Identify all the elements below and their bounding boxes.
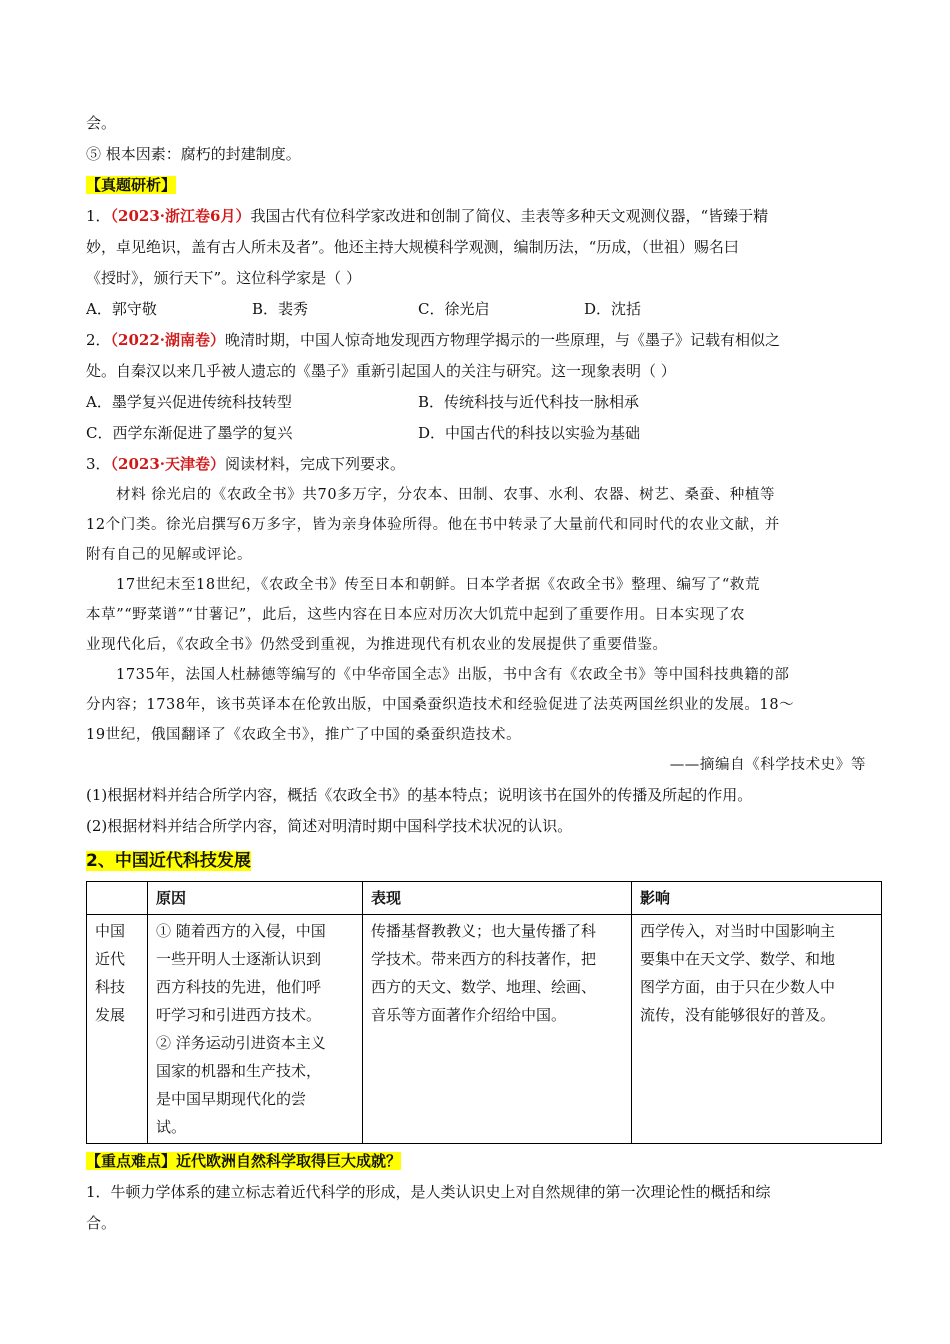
final-line-2: 合。	[86, 1214, 117, 1232]
material-p3-a: 1735年，法国人杜赫德等编写的《中华帝国全志》出版，书中含有《农政全书》等中国科技典籍的部	[116, 667, 790, 683]
material-p1-a: 材料 徐光启的《农政全书》共70多万字，分农本、田制、农事、水利、农器、树艺、桑蚕、种植等	[116, 487, 776, 503]
q2-source: （2022·湖南卷）	[110, 331, 226, 349]
modern-tech-table	[86, 881, 882, 1144]
q1-line-c: 《授时》，颁行天下”。这位科学家是（ ）	[86, 269, 361, 287]
intro-line-2: ⑤ 根本因素：腐朽的封建制度。	[86, 145, 301, 163]
q1-line-b: 妙，卓见绝识，盖有古人所未及者”。他还主持大规模科学观测，编制历法，“历成，（世祖）赐名曰	[86, 238, 739, 256]
header-performance: 表现	[363, 882, 632, 915]
material-p1-b: 12个门类。徐光启撰写6万多字，皆为亲身体验所得。他在书中转录了大量前代和同时代的农业文献，并	[86, 517, 780, 533]
table-row	[87, 915, 882, 1144]
table-header-row	[87, 882, 882, 915]
q2-option-c[interactable]: C．西学东渐促进了墨学的复兴	[86, 424, 293, 442]
document-page	[86, 108, 866, 1239]
final-line-1: 1．牛顿力学体系的建立标志着近代科学的形成，是人类认识史上对自然规律的第一次理论性的概括和综	[86, 1183, 771, 1201]
q2-option-a[interactable]: A．墨学复兴促进传统科技转型	[86, 393, 292, 411]
material-p3-b: 分内容；1738年，该书英译本在伦敦出版，中国桑蚕织造技术和经验促进了法英两国丝织业的发展。18～	[86, 697, 795, 713]
q3-line: 3．（2023·天津卷）阅读材料，完成下列要求。	[86, 455, 406, 473]
q1-options	[86, 294, 866, 325]
impact-cell: 西学传入，对当时中国影响主 要集中在天文学、数学、和地 图学方面，由于只在少数人中 流传，没有能够很好的普及。	[632, 915, 882, 1144]
material-p1-c: 附有自己的见解或评论。	[86, 547, 253, 563]
q3-material	[86, 480, 866, 780]
material-citation: ——摘编自《科学技术史》等	[669, 757, 866, 773]
material-p3-c: 19世纪，俄国翻译了《农政全书》，推广了中国的桑蚕织造技术。	[86, 727, 522, 743]
header-impact: 影响	[632, 882, 882, 915]
q2-line-b: 处。自秦汉以来几乎被人遗忘的《墨子》重新引起国人的关注与研究。这一现象表明（ ）	[86, 362, 676, 380]
material-p2-a: 17世纪末至18世纪，《农政全书》传至日本和朝鲜。日本学者据《农政全书》整理、编写了“救荒	[116, 577, 761, 593]
material-p2-b: 本草”“野菜谱”“甘薯记”，此后，这些内容在日本应对历次大饥荒中起到了重要作用。日本实现了农	[86, 607, 746, 623]
research-header: 【真题研析】	[86, 176, 177, 194]
key-point: 【重点难点】近代欧洲自然科学取得巨大成就？	[86, 1152, 402, 1170]
q3-requirement-2: (2)根据材料并结合所学内容，简述对明清时期中国科学技术状况的认识。	[86, 817, 573, 835]
section-title: 2、中国近代科技发展	[86, 851, 251, 871]
q1-option-c[interactable]: C．徐光启	[418, 300, 490, 318]
q2-line-a: 2．（2022·湖南卷）晚清时期，中国人惊奇地发现西方物理学揭示的一些原理，与《墨子》记载有相似之	[86, 331, 781, 349]
q1-source: （2023·浙江卷6月）	[110, 207, 251, 225]
header-empty	[87, 882, 148, 915]
header-cause: 原因	[148, 882, 363, 915]
performance-cell: 传播基督教教义；也大量传播了科 学技术。带来西方的科技著作，把 西方的天文、数学、地理、绘画、 音乐等方面著作介绍给中国。	[363, 915, 632, 1144]
q1-option-b[interactable]: B．裴秀	[252, 300, 309, 318]
q1-line-a: 1．（2023·浙江卷6月）我国古代有位科学家改进和创制了简仪、圭表等多种天文观测仪器，“皆臻于精	[86, 207, 769, 225]
q2-option-b[interactable]: B．传统科技与近代科技一脉相承	[418, 393, 640, 411]
q3-requirement-1: (1)根据材料并结合所学内容，概括《农政全书》的基本特点；说明该书在国外的传播及所起的作用。	[86, 786, 753, 804]
q1-option-d[interactable]: D．沈括	[584, 300, 642, 318]
intro-line-1: 会。	[86, 114, 117, 132]
cause-cell: ① 随着西方的入侵，中国 一些开明人士逐渐认识到 西方科技的先进，他们呼 吁学习和引进西方技术。 ② 洋务运动引进资本主义 国家的机器和生产技术， 是中国早期现代化的尝 试。	[148, 915, 363, 1144]
q1-option-a[interactable]: A．郭守敬	[86, 300, 157, 318]
material-p2-c: 业现代化后，《农政全书》仍然受到重视，为推进现代有机农业的发展提供了重要借鉴。	[86, 637, 668, 653]
q2-options-row2	[86, 418, 866, 449]
q2-options-row1	[86, 387, 866, 418]
q3-source: （2023·天津卷）	[110, 455, 226, 473]
q2-option-d[interactable]: D．中国古代的科技以实验为基础	[418, 424, 641, 442]
row-label-cell: 中国 近代 科技 发展	[87, 915, 148, 1144]
